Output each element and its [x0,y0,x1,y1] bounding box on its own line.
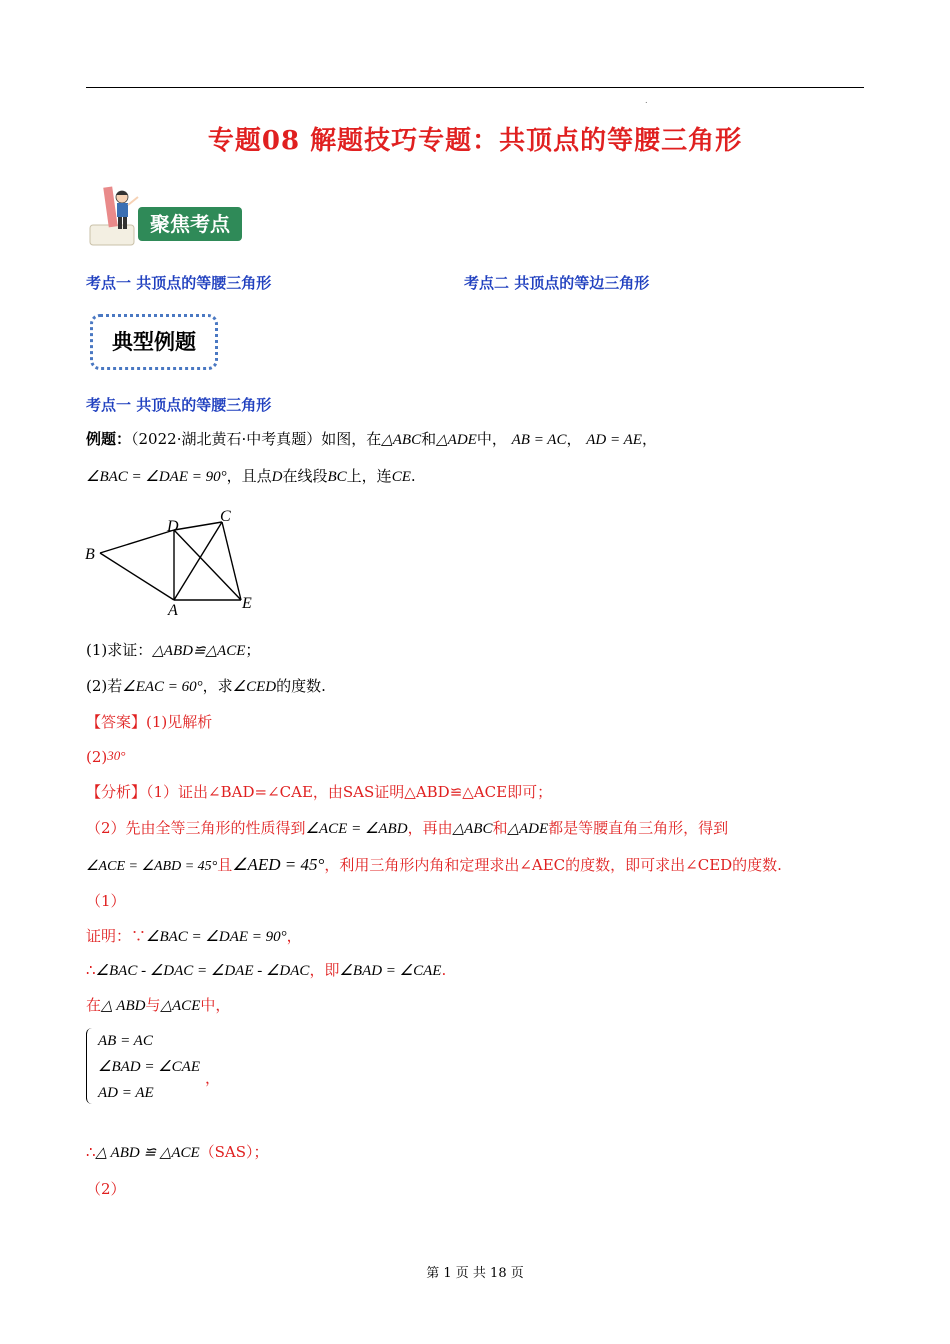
toc-item-1[interactable]: 考点一 共顶点的等腰三角形 [86,274,272,292]
segment-dc [174,522,222,530]
solution-part-2: （2） [86,1180,126,1198]
problem-text-d: 上，连 [346,467,392,485]
problem-tri-ade: △ADE [436,432,477,448]
step2-mid: ，即 [309,961,340,979]
analysis-line2-tri2: △ADE [507,821,549,837]
question-1 [86,640,260,661]
in-tri2: △ACE [160,998,201,1014]
problem-line-1 [86,429,657,450]
question-2 [86,676,326,697]
figure-label-b: B [85,546,95,563]
problem-zhong: 中， [476,430,507,448]
analysis-line1-text: （1）证出∠BAD=∠CAE，由SAS证明△ABD≌△ACE即可； [146,783,553,801]
problem-comma2: ， [641,430,657,448]
q2-mid: ，求 [202,677,233,695]
solution-proof-line [86,926,302,947]
system-line-2: ∠BAD = ∠CAE [98,1059,201,1075]
answer-1: (1)见解析 [146,713,213,731]
problem-comma: ， [566,430,582,448]
analysis-label: 【分析】 [86,783,147,801]
figure-label-a: A [168,602,178,619]
in-a: 在 [86,996,102,1014]
analysis-line2-tri1: △ABC [452,821,493,837]
answer-2-prefix: (2) [86,748,108,766]
in-end: 中， [200,996,231,1014]
q2-expr2: ∠CED [232,679,277,695]
problem-seg-bc: BC [327,469,347,485]
q2-expr1: ∠EAC = 60° [122,679,203,695]
section-heading: 考点一 共顶点的等腰三角形 [86,396,272,414]
q1-suffix: ； [245,641,261,659]
toc-item-2[interactable]: 考点二 共顶点的等边三角形 [464,274,650,292]
problem-seg-ce: CE [391,469,411,485]
answer-line-2 [86,746,125,767]
problem-ab-ac: AB = AC [511,432,567,448]
conclusion-expr: △ ABD ≌ △ACE [95,1145,200,1161]
problem-he: 和 [421,430,437,448]
q1-prefix: (1)求证： [86,641,153,659]
example-box: 典型例题 [90,314,218,370]
analysis-line3-a: 且 [217,856,233,874]
problem-label: 例题： [86,430,132,448]
conclusion-sas: （SAS）； [199,1143,269,1161]
solution-part-1: （1） [86,892,126,910]
segment-ac [174,522,222,600]
student-illustration-icon [86,185,146,251]
analysis-line-1 [86,782,552,802]
solution-conclusion [86,1142,269,1163]
problem-tri-abc: △ABC [381,432,422,448]
answer-label: 【答案】 [86,713,147,731]
problem-ad-ae: AD = AE [586,432,642,448]
analysis-line2-c: 都是等腰直角三角形，得到 [548,819,729,837]
proof-end: ， [286,927,302,945]
header-rule [86,87,864,88]
focus-banner-label: 聚焦考点 [138,207,242,241]
analysis-line2-b: ，再由 [407,819,453,837]
proof-expr: ∠BAC = ∠DAE = 90° [146,929,287,945]
header-dot: . [645,96,648,105]
q2-prefix: (2)若 [86,677,123,695]
in-yu: 与 [145,996,161,1014]
analysis-line2-he: 和 [492,819,508,837]
problem-period: . [410,467,416,485]
analysis-line-2 [86,818,728,839]
analysis-line2-expr: ∠ACE = ∠ABD [305,821,408,837]
system-brace [86,1028,95,1104]
figure-label-c: C [220,508,231,525]
analysis-line3-b: ，利用三角形内角和定理求出∠AEC的度数，即可求出∠CED的度数. [324,856,782,874]
answer-line-1 [86,712,212,732]
therefore-2: ∴ [86,1143,96,1161]
analysis-line2-a: （2）先由全等三角形的性质得到 [86,819,306,837]
segment-ba [100,553,174,600]
analysis-line3-expr2: ∠AED = 45° [232,855,325,874]
problem-line-2 [86,466,416,487]
figure-label-e: E [242,595,252,612]
step2-end: . [441,961,447,979]
geometry-figure [80,505,270,623]
page-footer: 第 1 页 共 18 页 [426,1266,524,1281]
page-title: 专题08 解题技巧专题：共顶点的等腰三角形 [207,126,743,156]
segment-de [174,530,241,600]
problem-point-d: D [271,469,283,485]
problem-text-c: 在线段 [282,467,328,485]
figure-label-d: D [167,518,179,535]
segment-ce [222,522,241,600]
segment-bd [100,530,174,553]
system-line-3: AD = AE [98,1085,154,1101]
system-line-1: AB = AC [98,1033,153,1049]
solution-in-line [86,995,230,1016]
solution-step-2 [86,960,446,981]
therefore-1: ∴ [86,961,96,979]
analysis-line-3 [86,855,782,877]
problem-text-b: ，且点 [226,467,272,485]
problem-text-a: （2022·湖北黄石·中考真题）如图，在 [131,430,382,448]
problem-angles: ∠BAC = ∠DAE = 90° [86,469,227,485]
q2-suffix: 的度数. [276,677,326,695]
focus-banner [86,185,242,251]
proof-label: 证明：∵ [86,927,147,945]
q1-expr: △ABD≌△ACE [152,643,246,659]
in-tri1: △ ABD [101,998,146,1014]
step2-expr: ∠BAC - ∠DAC = ∠DAE - ∠DAC [95,963,310,979]
answer-2-value: 30° [107,748,126,763]
step2-expr2: ∠BAD = ∠CAE [339,963,442,979]
system-comma: ， [205,1069,221,1087]
analysis-line3-expr1: ∠ACE = ∠ABD = 45° [86,859,218,874]
